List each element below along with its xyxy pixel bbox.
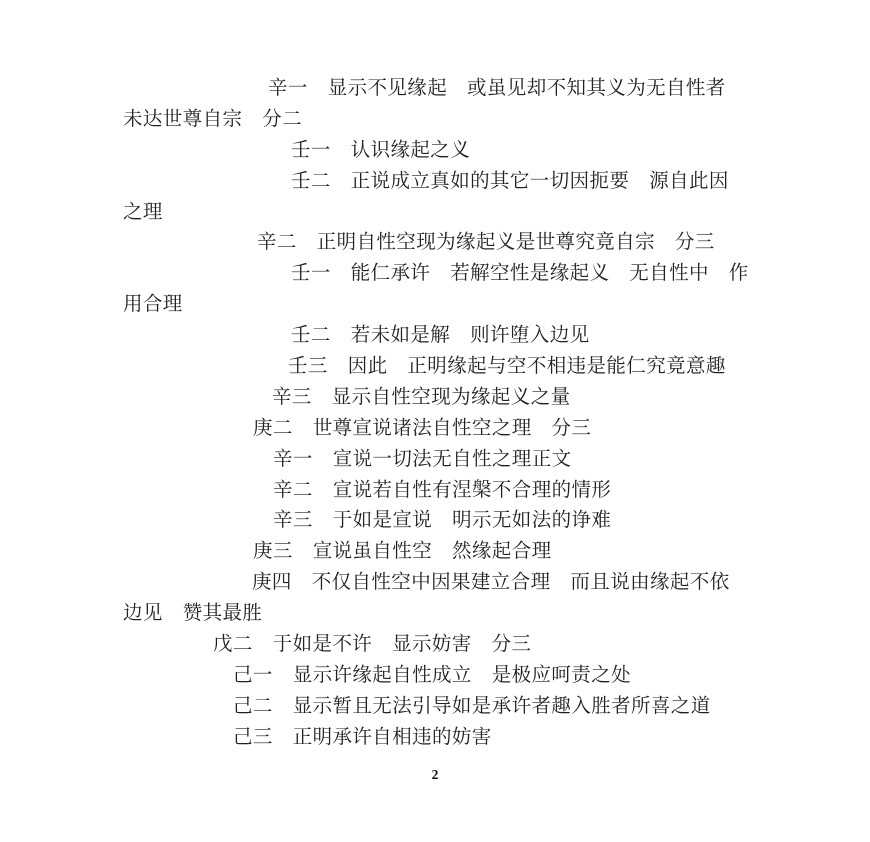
text-line: 己三 正明承许自相违的妨害 — [233, 726, 492, 748]
text-line: 辛二 宣说若自性有涅槃不合理的情形 — [273, 479, 612, 501]
text-line: 庚四 不仅自性空中因果建立合理 而且说由缘起不依 — [252, 572, 730, 594]
text-line: 用合理 — [123, 294, 183, 316]
text-line: 壬三 因此 正明缘起与空不相违是能仁究竟意趣 — [288, 356, 726, 378]
text-line: 辛二 正明自性空现为缘起义是世尊究竟自宗 分三 — [257, 232, 715, 254]
text-line: 壬二 正说成立真如的其它一切因扼要 源自此因 — [291, 170, 729, 192]
text-line: 辛三 显示自性空现为缘起义之量 — [272, 386, 571, 408]
text-line: 壬一 能仁承许 若解空性是缘起义 无自性中 作 — [291, 263, 749, 285]
text-line: 辛三 于如是宣说 明示无如法的诤难 — [273, 510, 612, 532]
text-line: 壬二 若未如是解 则许堕入边见 — [291, 325, 590, 347]
text-line: 庚三 宣说虽自性空 然缘起合理 — [253, 541, 552, 563]
text-line: 己二 显示暂且无法引导如是承许者趣入胜者所喜之道 — [233, 695, 711, 717]
page-number: 2 — [431, 766, 439, 782]
text-line: 壬一 认识缘起之义 — [291, 139, 471, 161]
text-line: 边见 赞其最胜 — [123, 603, 263, 625]
text-line: 辛一 宣说一切法无自性之理正文 — [273, 448, 572, 470]
text-line: 己一 显示许缘起自性成立 是极应呵责之处 — [233, 664, 632, 686]
text-line: 辛一 显示不见缘起 或虽见却不知其义为无自性者 — [268, 78, 726, 99]
text-line: 戊二 于如是不许 显示妨害 分三 — [213, 634, 532, 656]
text-line: 未达世尊自宗 分二 — [123, 108, 303, 130]
text-line: 庚二 世尊宣说诸法自性空之理 分三 — [253, 417, 592, 439]
text-line: 之理 — [123, 201, 163, 223]
